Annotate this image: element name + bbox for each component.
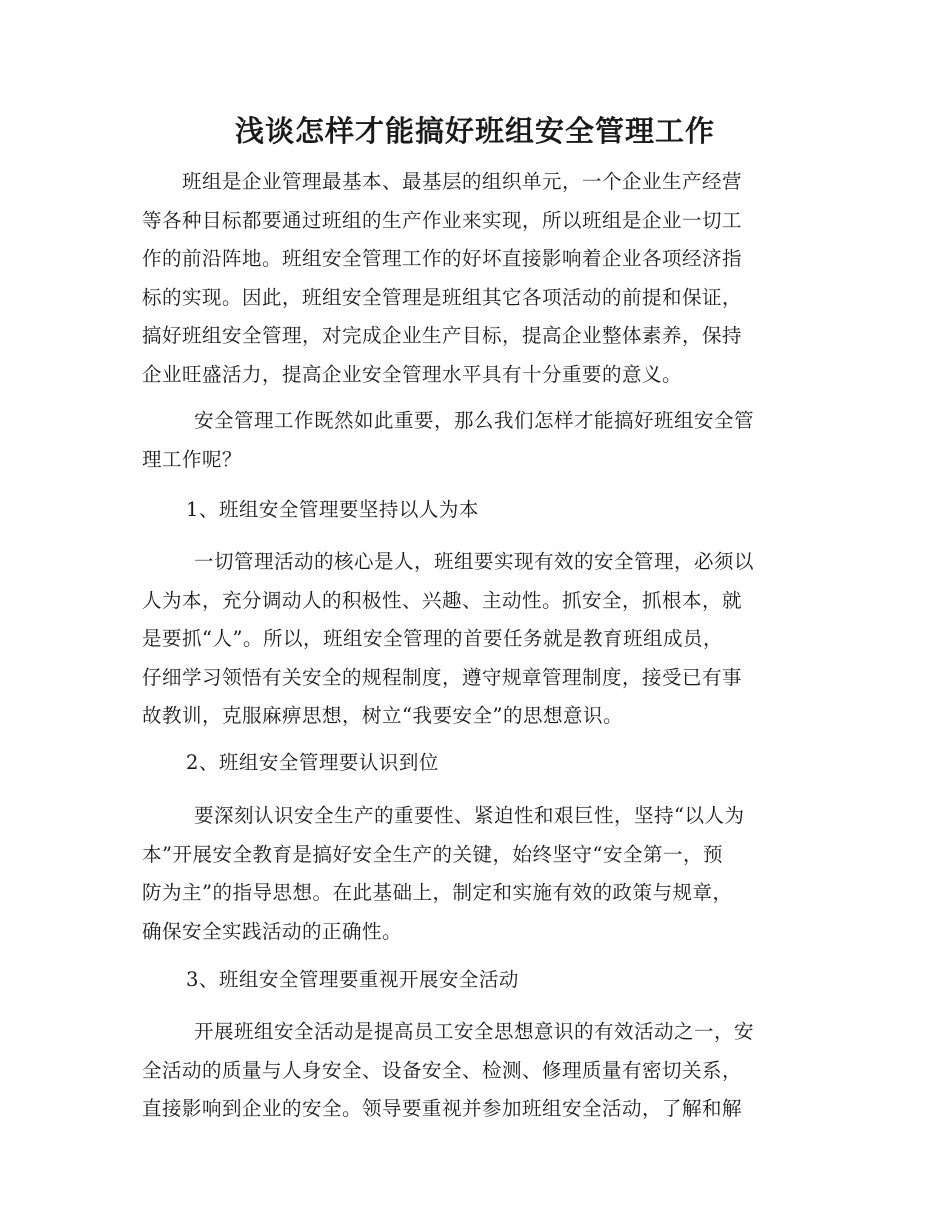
paragraph-intro xyxy=(142,163,806,394)
paragraph-line: 安全管理工作既然如此重要，那么我们怎样才能搞好班组安全管 xyxy=(194,409,755,432)
paragraph-section-1 xyxy=(142,543,806,736)
paragraph-section-3 xyxy=(142,1013,806,1129)
paragraph-line: 企业旺盛活力，提高企业安全管理水平具有十分重要的意义。 xyxy=(142,362,683,386)
paragraph-line: 搞好班组安全管理，对完成企业生产目标，提高企业整体素养，保持 xyxy=(142,324,743,347)
paragraph-line: 故教训，克服麻痹思想，树立“我要安全”的思想意识。 xyxy=(142,704,623,727)
paragraph-line: 开展班组安全活动是提高员工安全思想意识的有效活动之一，安 xyxy=(194,1020,755,1043)
paragraph-line: 直接影响到企业的安全。领导要重视并参加班组安全活动，了解和解 xyxy=(142,1097,743,1120)
paragraph-line: 是要抓“人”。所以，班组安全管理的首要任务就是教育班组成员， xyxy=(142,627,723,650)
paragraph-line: 一切管理活动的核心是人，班组要实现有效的安全管理，必须以 xyxy=(194,550,755,573)
section-heading-3: 3、班组安全管理要重视开展安全活动 xyxy=(186,968,519,991)
paragraph-line: 班组是企业管理最基本、最基层的组织单元，一个企业生产经营 xyxy=(182,170,743,193)
paragraph-line: 人为本，充分调动人的积极性、兴趣、主动性。抓安全，抓根本，就 xyxy=(142,588,743,612)
paragraph-line: 仔细学习领悟有关安全的规程制度，遵守规章管理制度，接受已有事 xyxy=(142,665,743,689)
paragraph-line: 标的实现。因此，班组安全管理是班组其它各项活动的前提和保证， xyxy=(142,285,743,309)
document-title: 浅谈怎样才能搞好班组安全管理工作 xyxy=(234,114,715,148)
paragraph-section-2 xyxy=(142,797,806,951)
paragraph-line: 全活动的质量与人身安全、设备安全、检测、修理质量有密切关系， xyxy=(142,1058,743,1082)
paragraph-line: 作的前沿阵地。班组安全管理工作的好坏直接影响着企业各项经济指 xyxy=(142,247,743,270)
paragraph-line: 本”开展安全教育是搞好安全生产的关键，始终坚守“安全第一，预 xyxy=(142,842,723,866)
section-heading-1: 1、班组安全管理要坚持以人为本 xyxy=(186,498,479,521)
section-heading-2: 2、班组安全管理要认识到位 xyxy=(186,751,439,774)
paragraph-question xyxy=(142,402,806,479)
paragraph-line: 等各种目标都要通过班组的生产作业来实现，所以班组是企业一切工 xyxy=(142,208,743,232)
paragraph-line: 防为主”的指导思想。在此基础上，制定和实施有效的政策与规章， xyxy=(142,881,733,904)
paragraph-line: 理工作呢？ xyxy=(142,447,243,471)
paragraph-line: 要深刻认识安全生产的重要性、紧迫性和艰巨性，坚持“以人为 xyxy=(194,804,745,827)
paragraph-line: 确保安全实践活动的正确性。 xyxy=(142,919,403,943)
